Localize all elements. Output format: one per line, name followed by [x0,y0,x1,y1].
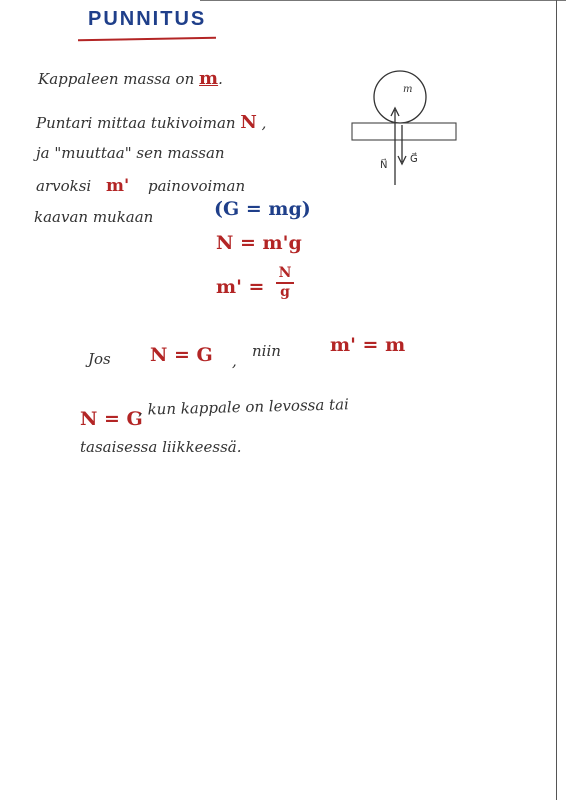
fraction-denominator: g [280,284,290,300]
symbol-m: m [199,68,219,89]
diagram-gravity-label: G⃗ [410,154,418,165]
line-mass [38,68,223,89]
if-condition-text: N = G [150,344,213,366]
document-title: PUNNITUS [88,8,207,30]
fraction-numerator: N [278,265,292,281]
title-underline [78,37,216,41]
if-jos: Jos [88,350,111,368]
formula-mass-left: m' = [216,276,265,298]
final-text-a: , kun kappale on levossa tai [137,395,350,419]
formula-mass-fraction [276,266,294,300]
if-condition [150,344,213,366]
formula-gravity: (G = mg) [214,198,311,220]
line-value [36,176,245,196]
page-edge-right [556,0,557,800]
line-support-end: , [261,114,267,132]
if-result: m' = m [330,334,406,356]
line-converts: ja "muuttaa" sen massan [36,144,225,162]
force-diagram [340,70,470,190]
diagram-mass-label: m [403,84,413,95]
line-support-text: Puntari mittaa tukivoiman [36,114,236,132]
page-edge-top [200,0,566,1]
line-support-force [36,112,266,133]
diagram-normal-label: N⃗ [380,160,388,171]
line-mass-end: . [218,70,223,88]
final-condition: N = G [80,408,143,430]
scale-plate [352,123,456,140]
symbol-m-prime: m' [105,176,130,196]
if-comma: , [232,352,237,370]
line-value-rest: painovoiman [147,177,246,195]
formula-normal-force: N = m'g [216,232,302,254]
final-text-b: tasaisessa liikkeessä. [80,438,242,456]
if-niin: niin [252,342,281,360]
line-formula-intro: kaavan mukaan [34,208,154,226]
line-mass-text: Kappaleen massa on [38,70,195,88]
symbol-n: N [240,112,257,133]
line-value-text: arvoksi [36,177,92,195]
ball-circle [374,71,426,123]
